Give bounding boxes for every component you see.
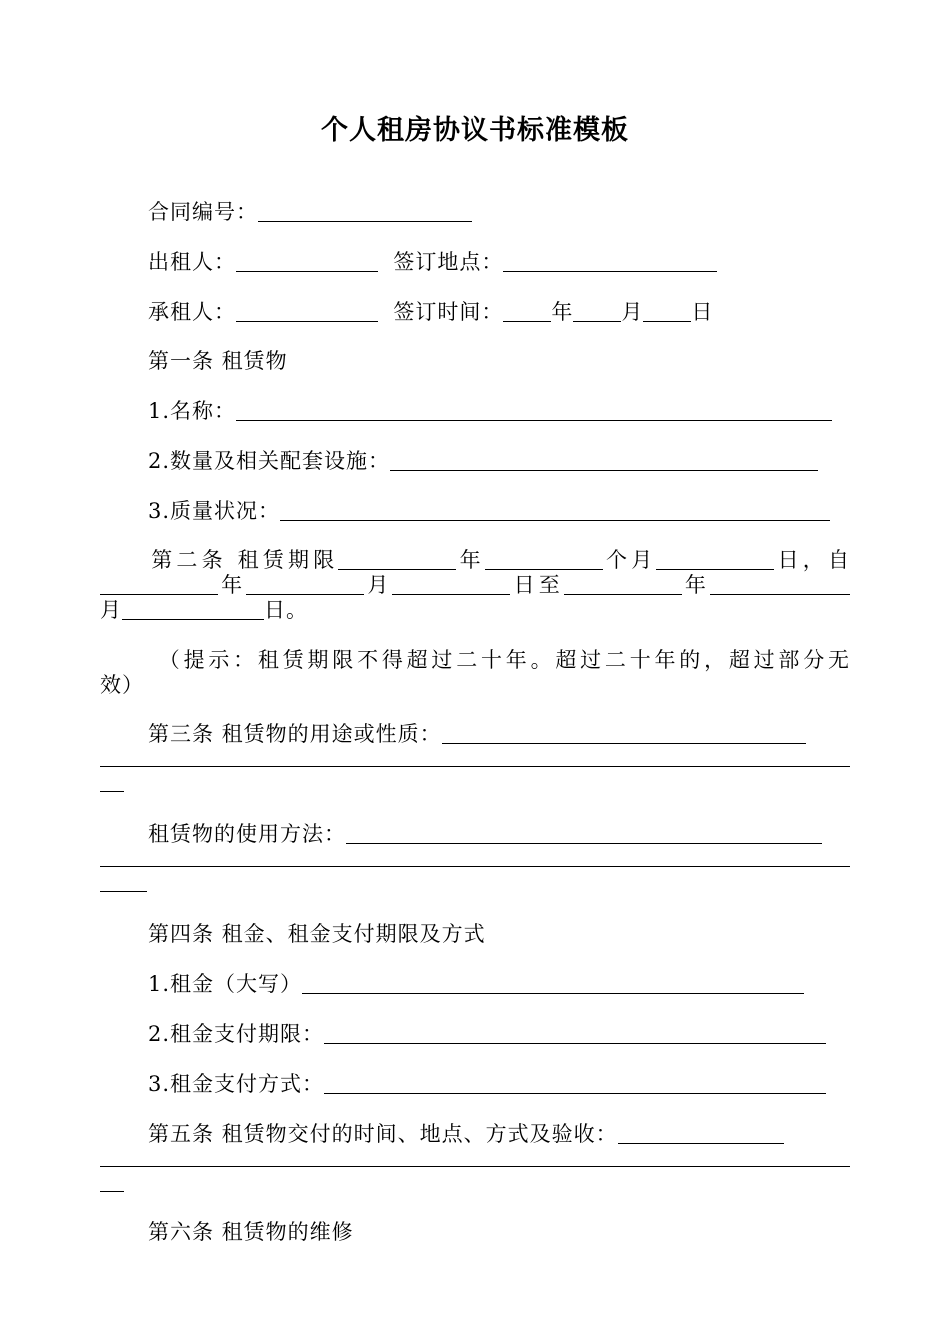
delivery-blank-line-3[interactable] bbox=[100, 1191, 124, 1192]
usage-method-blank-line-3[interactable] bbox=[100, 891, 147, 892]
article-1-heading: 第一条 租赁物 bbox=[148, 349, 288, 373]
term-months-blank[interactable] bbox=[485, 549, 603, 570]
usage-blank[interactable] bbox=[442, 723, 806, 744]
start-year-label: 年 bbox=[218, 573, 247, 597]
article-4-item-3 bbox=[148, 1072, 848, 1097]
item-quality-label: 3.质量状况： bbox=[148, 499, 281, 523]
lessor-label: 出租人： bbox=[148, 250, 236, 274]
end-month-label: 月 bbox=[100, 598, 122, 622]
note-line-1 bbox=[100, 648, 850, 673]
article-1-item-3 bbox=[148, 499, 848, 524]
rent-amount-label: 1.租金（大写） bbox=[148, 972, 303, 996]
term-months-label: 个月 bbox=[602, 548, 657, 572]
lessor-blank[interactable] bbox=[236, 251, 378, 272]
usage-method-blank-line-2[interactable] bbox=[100, 866, 850, 867]
term-year-label: 年 bbox=[456, 548, 485, 572]
article-5-line-1 bbox=[100, 1122, 850, 1147]
article-3-line-1 bbox=[100, 722, 850, 747]
article-4-item-1 bbox=[148, 972, 848, 997]
article-4-item-2 bbox=[148, 1022, 848, 1047]
sign-month-blank[interactable] bbox=[573, 301, 621, 322]
item-quality-blank[interactable] bbox=[280, 500, 830, 521]
start-month-blank[interactable] bbox=[246, 574, 364, 595]
article-2-line-1 bbox=[100, 548, 850, 573]
article-2-line-2 bbox=[100, 573, 850, 598]
sign-time-label: 签订时间： bbox=[393, 300, 504, 324]
start-day-blank[interactable] bbox=[392, 574, 510, 595]
sign-day-blank[interactable] bbox=[643, 301, 691, 322]
rent-method-label: 3.租金支付方式： bbox=[148, 1072, 325, 1096]
term-days-label: 日，自 bbox=[774, 548, 851, 572]
article-1-item-1 bbox=[148, 399, 848, 424]
month-label: 月 bbox=[621, 300, 644, 324]
day-label: 日 bbox=[691, 300, 714, 324]
start-year-blank[interactable] bbox=[100, 574, 218, 595]
term-years-blank[interactable] bbox=[338, 549, 456, 570]
rent-method-blank[interactable] bbox=[324, 1073, 826, 1094]
document-title: 个人租房协议书标准模板 bbox=[321, 115, 629, 146]
end-year-label: 年 bbox=[681, 573, 711, 597]
article-5-lead: 第五条 租赁物交付的时间、地点、方式及验收： bbox=[148, 1122, 618, 1146]
article-2-lead: 第二条 租赁期限 bbox=[148, 548, 339, 572]
delivery-blank[interactable] bbox=[618, 1123, 784, 1144]
note-text: （提示：租赁期限不得超过二十年。超过二十年的，超过部分无 bbox=[156, 648, 850, 672]
article-3-lead: 第三条 租赁物的用途或性质： bbox=[148, 722, 442, 746]
delivery-blank-line-2[interactable] bbox=[100, 1166, 850, 1167]
item-name-label: 1.名称： bbox=[148, 399, 237, 423]
usage-method-line bbox=[148, 822, 848, 847]
end-day-blank[interactable] bbox=[122, 599, 264, 620]
rent-period-label: 2.租金支付期限： bbox=[148, 1022, 325, 1046]
article-1-item-2 bbox=[148, 449, 848, 474]
term-days-blank[interactable] bbox=[656, 549, 774, 570]
item-name-blank[interactable] bbox=[236, 400, 832, 421]
rent-amount-blank[interactable] bbox=[302, 973, 804, 994]
end-year-blank[interactable] bbox=[564, 574, 682, 595]
lessee-line bbox=[148, 300, 848, 325]
usage-method-label: 租赁物的使用方法： bbox=[148, 822, 346, 846]
lessor-line bbox=[148, 250, 848, 275]
usage-method-blank[interactable] bbox=[346, 823, 822, 844]
lessee-blank[interactable] bbox=[236, 301, 378, 322]
end-month-pre-blank[interactable] bbox=[710, 574, 850, 595]
contract-number-label: 合同编号： bbox=[148, 200, 258, 224]
lessee-label: 承租人： bbox=[148, 300, 236, 324]
contract-number-line bbox=[148, 200, 848, 225]
article-4-heading: 第四条 租金、租金支付期限及方式 bbox=[148, 922, 486, 946]
end-day-label: 日。 bbox=[264, 598, 308, 622]
usage-blank-line-2[interactable] bbox=[100, 766, 850, 767]
sign-place-blank[interactable] bbox=[503, 251, 717, 272]
item-quantity-blank[interactable] bbox=[390, 450, 818, 471]
article-2-line-3 bbox=[100, 598, 850, 623]
usage-blank-line-3[interactable] bbox=[100, 791, 124, 792]
item-quantity-label: 2.数量及相关配套设施： bbox=[148, 449, 391, 473]
sign-place-label: 签订地点： bbox=[393, 250, 504, 274]
start-month-label: 月 bbox=[364, 573, 393, 597]
rent-period-blank[interactable] bbox=[324, 1023, 826, 1044]
note-line-2: 效） bbox=[100, 673, 144, 697]
year-label: 年 bbox=[551, 300, 574, 324]
article-6-heading: 第六条 租赁物的维修 bbox=[148, 1220, 354, 1244]
contract-number-blank[interactable] bbox=[258, 201, 472, 222]
start-day-to-label: 日至 bbox=[510, 573, 564, 597]
sign-year-blank[interactable] bbox=[503, 301, 551, 322]
